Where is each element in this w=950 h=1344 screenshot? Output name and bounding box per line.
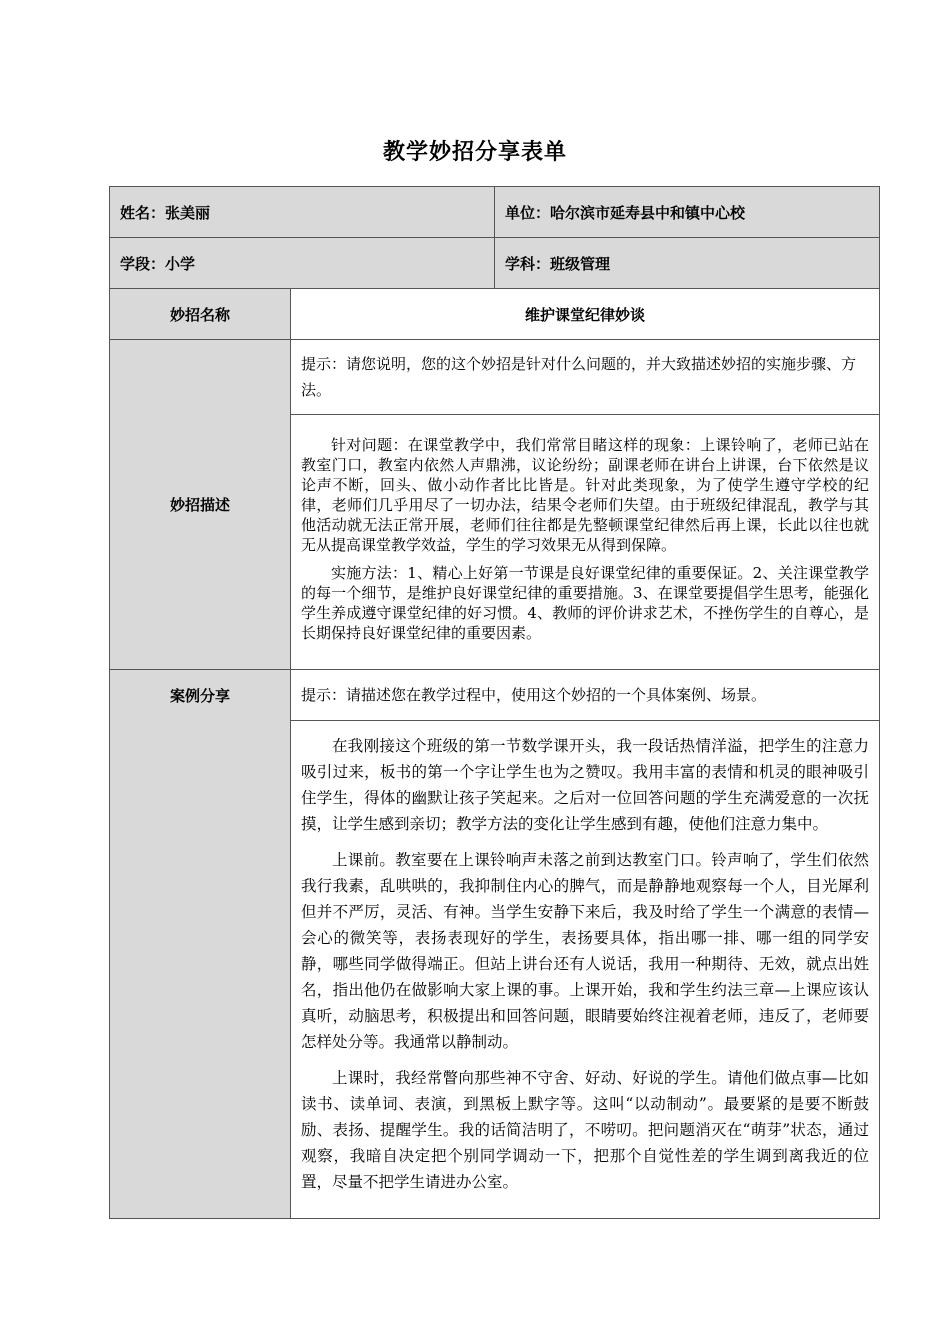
case-paragraph: 上课前。教室要在上课铃响声未落之前到达教室门口。铃声响了，学生们依然我行我素，乱哄哄的，我抑制住内心的脾气，而是静静地观察每一个人，目光犀利但并不严厉，灵活、有神。当学生安静下来后，我及时给了学生一个满意的表情—会心的微笑等，表扬表现好的学生，表扬要具体，指出哪一排、哪一组的同学安静，哪些同学做得端正。但站上讲台还有人说话，我用一种期待、无效，就点出姓名，指出他仍在做影响大家上课的事。上课开始，我和学生约法三章—上课应该认真听，动脑思考，积极提出和回答问题，眼睛要始终注视着老师，违反了，老师要怎样处分等。我通常以静制动。	[301, 851, 870, 1051]
subject-cell: 学科：班级管理	[495, 238, 880, 289]
description-hint: 提示：请您说明，您的这个妙招是针对什么问题的，并大致描述妙招的实施步骤、方法。	[291, 340, 880, 415]
description-problem-paragraph: 针对问题：在课堂教学中，我们常常目睹这样的现象：上课铃响了，老师已站在教室门口，教室内依然人声鼎沸，议论纷纷；副课老师在讲台上讲课，台下依然是议论声不断，回头、做小动作者比比皆是。针对此类现象，为了使学生遵守学校的纪律，老师们几乎用尽了一切办法，结果令老师们失望。由于班级纪律混乱，教学与其他活动就无法正常开展，老师们往往都是先整顿课堂纪律然后再上课，长此以往也就无从提高课堂教学效益，学生的学习效果无从得到保障。	[301, 436, 870, 554]
case-paragraph: 上课时，我经常瞥向那些神不守舍、好动、好说的学生。请他们做点事—比如读书、读单词、表演，到黑板上默字等。这叫“以动制动”。最要紧的是要不断鼓励、表扬、提醒学生。我的话简洁明了，不唠叨。把问题消灭在“萌芽”状态，通过观察，我暗自决定把个别同学调动一下，把那个自觉性差的学生调到离我近的位置，尽量不把学生请进办公室。	[301, 1069, 870, 1191]
case-label: 案例分享	[110, 670, 291, 1219]
unit-cell: 单位：哈尔滨市延寿县中和镇中心校	[495, 187, 880, 238]
description-body	[291, 415, 880, 670]
page-title: 教学妙招分享表单	[382, 140, 567, 165]
case-body	[291, 721, 880, 1219]
case-paragraph: 在我刚接这个班级的第一节数学课开头，我一段话热情洋溢，把学生的注意力吸引过来，板书的第一个字让学生也为之赞叹。我用丰富的表情和机灵的眼神吸引住学生，得体的幽默让孩子笑起来。之后对一位回答问题的学生充满爱意的一次抚摸，让学生感到亲切；教学方法的变化让学生感到有趣，使他们注意力集中。	[301, 737, 870, 833]
method-name-value: 维护课堂纪律妙谈	[291, 289, 880, 340]
description-method-paragraph: 实施方法：1、精心上好第一节课是良好课堂纪律的重要保证。2、关注课堂教学的每一个细节，是维护良好课堂纪律的重要措施。3、在课堂要提倡学生思考，能强化学生养成遵守课堂纪律的好习惯。4、教师的评价讲求艺术，不挫伤学生的自尊心，是长期保持良好课堂纪律的重要因素。	[301, 564, 870, 642]
case-hint: 提示：请描述您在教学过程中，使用这个妙招的一个具体案例、场景。	[291, 670, 880, 721]
stage-cell: 学段：小学	[110, 238, 495, 289]
description-label: 妙招描述	[110, 340, 291, 670]
teacher-name-cell: 姓名：张美丽	[110, 187, 495, 238]
method-name-label: 妙招名称	[110, 289, 291, 340]
sharing-form-table	[109, 186, 880, 1219]
